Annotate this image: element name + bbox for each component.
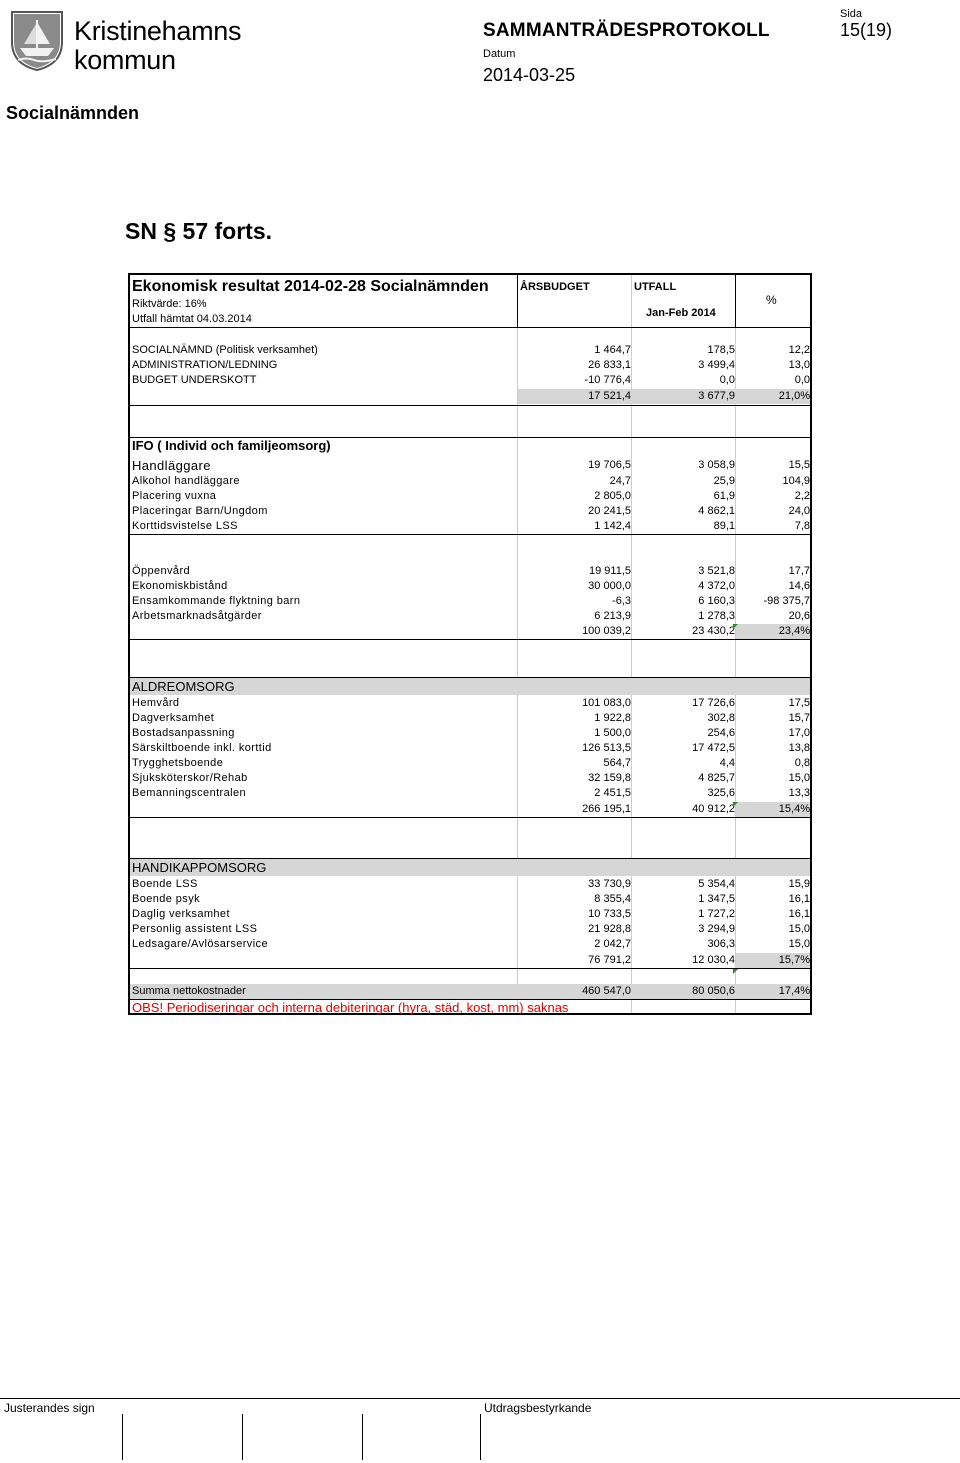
table-row: Arbetsmarknadsåtgärder 6 213,9 1 278,3 20,6	[132, 610, 810, 622]
obs-note-prefix: OBS!	[132, 1000, 164, 1015]
hamtat-label: Utfall hämtat 04.03.2014	[132, 313, 252, 325]
column-header-utfall: UTFALL	[634, 281, 677, 293]
signature-box-divider	[480, 1414, 481, 1460]
signature-box-divider	[242, 1414, 243, 1460]
date-label: Datum	[483, 48, 516, 60]
table-row: Placeringar Barn/Ungdom 20 241,5 4 862,1 24,0	[132, 505, 810, 517]
justerandes-sign-label: Justerandes sign	[4, 1401, 95, 1415]
table-row: Ensamkommande flyktning barn -6,3 6 160,3 -98 375,7	[132, 595, 810, 607]
table-row: Alkohol handläggare 24,7 25,9 104,9	[132, 475, 810, 487]
date-value: 2014-03-25	[483, 65, 576, 85]
table-row: Särskiltboende inkl. korttid 126 513,5 17 472,5 13,8	[132, 742, 810, 754]
cell-comment-marker	[733, 624, 738, 629]
cell-comment-marker	[733, 802, 738, 807]
footer-divider	[0, 1398, 960, 1399]
table-row: Handläggare 19 706,5 3 058,9 15,5	[132, 458, 810, 473]
table-row: Personlig assistent LSS 21 928,8 3 294,9 15,0	[132, 923, 810, 935]
column-header-pct: %	[766, 293, 777, 307]
riktvarde-label: Riktvärde: 16%	[132, 298, 207, 310]
table-row: Trygghetsboende 564,7 4,4 0,8	[132, 757, 810, 769]
obs-note	[132, 1000, 568, 1015]
municipality-crest-logo	[8, 8, 66, 72]
table-row-subtotal: 76 791,2 12 030,4 15,7%	[588, 954, 810, 966]
table-row: Dagverksamhet 1 922,8 302,8 15,7	[132, 712, 810, 724]
column-header-budget: ÅRSBUDGET	[520, 281, 590, 293]
table-title: Ekonomisk resultat 2014-02-28 Socialnämnden	[132, 278, 489, 295]
document-type: SAMMANTRÄDESPROTOKOLL	[483, 20, 770, 41]
table-row-subtotal: 100 039,2 23 430,2 23,4%	[582, 625, 810, 637]
org-name-line2: kommun	[74, 45, 176, 75]
section-title: SN § 57 forts.	[125, 218, 272, 244]
table-row: Boende LSS 33 730,9 5 354,4 15,9	[132, 878, 810, 890]
signature-box-divider	[362, 1414, 363, 1460]
financial-results-table	[128, 273, 812, 1015]
table-row: Boende psyk 8 355,4 1 347,5 16,1	[132, 893, 810, 905]
table-row: SOCIALNÄMND (Politisk verksamhet) 1 464,7 178,5 12,2	[132, 344, 810, 356]
table-row: Ledsagare/Avlösarservice 2 042,7 306,3 15,0	[132, 938, 810, 950]
table-row: ADMINISTRATION/LEDNING 26 833,1 3 499,4 13,0	[132, 359, 810, 371]
page-number: 15(19)	[840, 20, 893, 40]
table-row: Sjuksköterskor/Rehab 32 159,8 4 825,7 15,0	[132, 772, 810, 784]
header-divider	[517, 327, 810, 328]
table-row: Placering vuxna 2 805,0 61,9 2,2	[132, 490, 810, 502]
table-row: Hemvård 101 083,0 17 726,6 17,5	[132, 697, 810, 709]
org-name-line1: Kristinehamns	[74, 16, 242, 46]
department-name: Socialnämnden	[6, 103, 140, 123]
table-row: Daglig verksamhet 10 733,5 1 727,2 16,1	[132, 908, 810, 920]
table-row: Ekonomiskbistånd 30 000,0 4 372,0 14,6	[132, 580, 810, 592]
row-divider	[130, 534, 810, 535]
row-divider	[130, 817, 810, 818]
cell-comment-marker	[733, 969, 738, 974]
section-heading-ifo: IFO ( Individ och familjeomsorg)	[132, 438, 331, 453]
column-divider	[735, 275, 736, 327]
utdragsbestyrkande-label: Utdragsbestyrkande	[484, 1401, 592, 1415]
table-row-subtotal: 266 195,1 40 912,2 15,4%	[582, 803, 810, 815]
table-row: Bostadsanpassning 1 500,0 254,6 17,0	[132, 727, 810, 739]
table-row: BUDGET UNDERSKOTT -10 776,4 0,0 0,0	[132, 374, 810, 386]
signature-box-divider	[122, 1414, 123, 1460]
table-row: Bemanningscentralen 2 451,5 325,6 13,3	[132, 787, 810, 799]
section-heading-aldreomsorg: ALDREOMSORG	[132, 679, 235, 694]
row-divider	[130, 405, 810, 406]
column-header-period: Jan-Feb 2014	[646, 307, 716, 319]
table-row: Korttidsvistelse LSS 1 142,4 89,1 7,8	[132, 520, 810, 532]
row-divider	[130, 968, 810, 969]
obs-note-text: Periodiseringar och interna debiteringar (hyra, städ, kost, mm) saknas	[163, 1000, 569, 1015]
row-divider	[130, 639, 810, 640]
table-row-grand-total: Summa nettokostnader 460 547,0 80 050,6 17,4%	[132, 985, 810, 997]
section-heading-handikappomsorg: HANDIKAPPOMSORG	[132, 860, 267, 875]
table-row: Öppenvård 19 911,5 3 521,8 17,7	[132, 565, 810, 577]
page-label: Sida	[840, 8, 863, 20]
table-row-subtotal: 17 521,4 3 677,9 21,0%	[588, 390, 810, 402]
